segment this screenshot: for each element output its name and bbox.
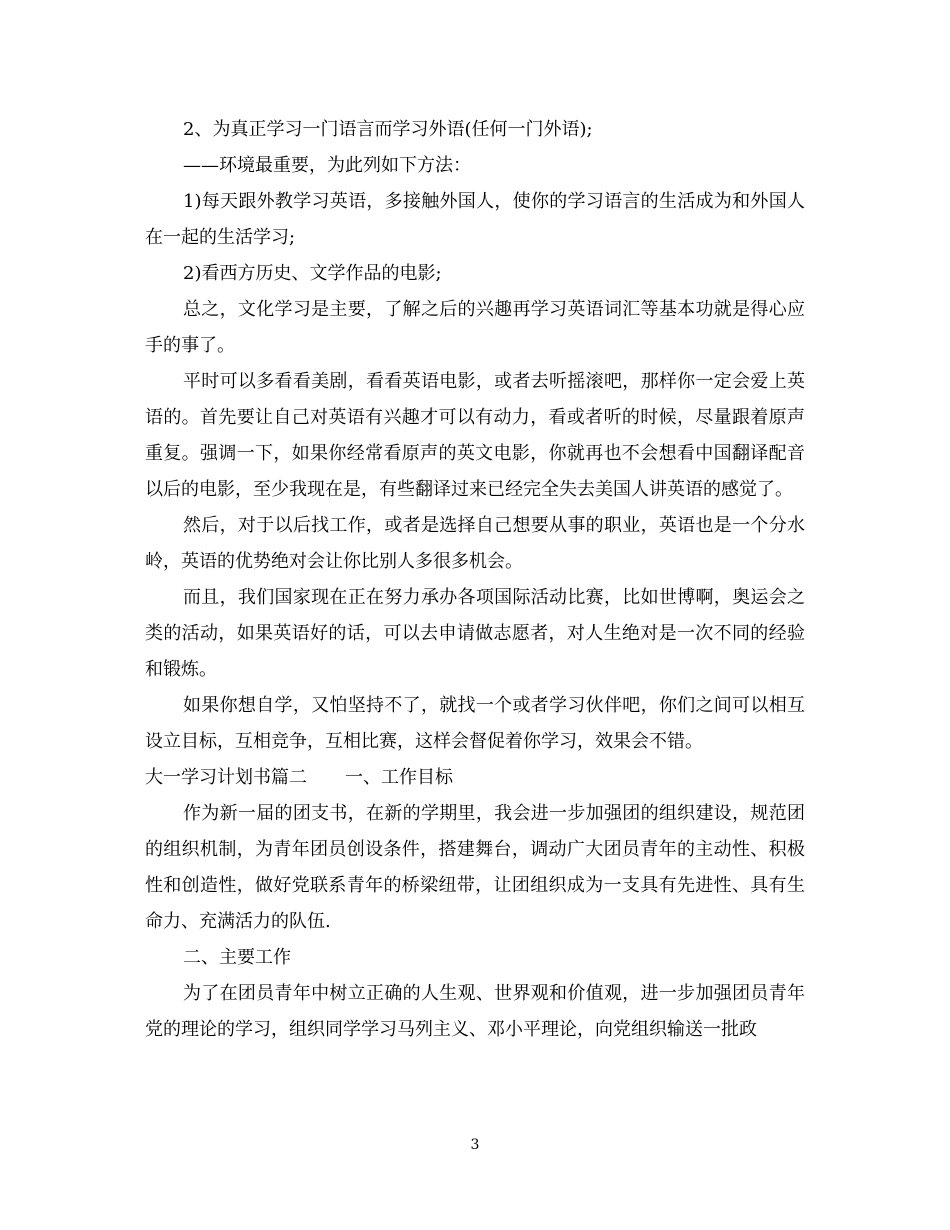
section-title: 大一学习计划书篇二 — [145, 767, 307, 788]
paragraph-9: 如果你想自学，又怕坚持不了，就找一个或者学习伙伴吧，你们之间可以相互设立目标，互相竞争，互相比赛，这样会督促着你学习，效果会不错。 — [145, 695, 805, 752]
paragraph-11: 二、主要工作 — [183, 947, 291, 968]
paragraph-6: 平时可以多看看美剧，看看英语电影，或者去听摇滚吧，那样你一定会爱上英语的。首先要让自己对英语有兴趣才可以有动力，看或者听的时候，尽量跟着原声重复。强调一下，如果你经常看原声的英文电影，你就再也不会想看中国翻译配音以后的电影，至少我现在是，有些翻译过来已经完全失去美国人讲英语的感觉了。 — [145, 371, 805, 500]
paragraph-5: 总之，文化学习是主要，了解之后的兴趣再学习英语词汇等基本功就是得心应手的事了。 — [145, 299, 805, 356]
paragraph-10: 作为新一届的团支书，在新的学期里，我会进一步加强团的组织建设，规范团的组织机制，为青年团员创设条件，搭建舞台，调动广大团员青年的主动性、积极性和创造性，做好党联系青年的桥梁纽带，让团组织成为一支具有先进性、具有生命力、充满活力的队伍. — [145, 803, 805, 932]
section-heading — [145, 760, 805, 796]
paragraph-7: 然后，对于以后找工作，或者是选择自己想要从事的职业，英语也是一个分水岭，英语的优势绝对会让你比别人多很多机会。 — [145, 515, 805, 572]
paragraph-2: ——环境最重要，为此列如下方法： — [183, 155, 471, 176]
page-number: 3 — [470, 1137, 480, 1153]
paragraph-8: 而且，我们国家现在正在努力承办各项国际活动比赛，比如世博啊，奥运会之类的活动，如果英语好的话，可以去申请做志愿者，对人生绝对是一次不同的经验和锻炼。 — [145, 587, 805, 680]
paragraph-1: 2、为真正学习一门语言而学习外语(任何一门外语); — [183, 119, 593, 140]
document-body — [145, 112, 805, 1048]
paragraph-3: 1)每天跟外教学习英语，多接触外国人，使你的学习语言的生活成为和外国人在一起的生活学习; — [145, 191, 805, 248]
paragraph-12: 为了在团员青年中树立正确的人生观、世界观和价值观，进一步加强团员青年党的理论的学习，组织同学学习马列主义、邓小平理论，向党组织输送一批政 — [145, 983, 805, 1040]
section-subtitle: 一、工作目标 — [345, 767, 453, 788]
paragraph-4: 2)看西方历史、文学作品的电影; — [183, 263, 442, 284]
